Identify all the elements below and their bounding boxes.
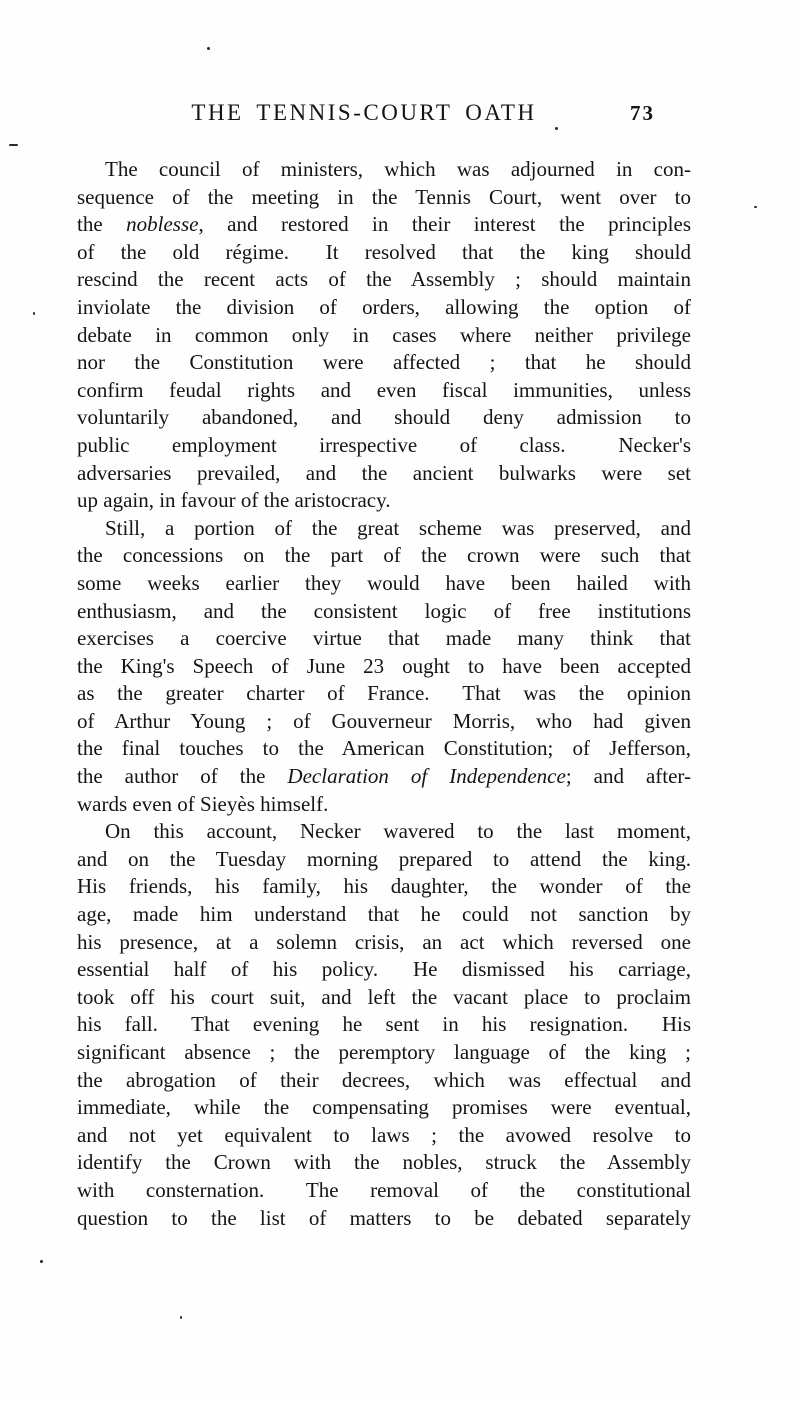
text-line: the King's Speech of June 23 ought to have been accepted <box>77 653 691 678</box>
text-line: exercises a coercive virtue that made many think that <box>77 626 691 651</box>
page-number: 73 <box>630 101 655 125</box>
text-line: confirm feudal rights and even fiscal immunities, unless <box>77 377 691 402</box>
text-line: nor the Constitution were affected ; that he should <box>77 350 691 375</box>
text-line: voluntarily abandoned, and should deny admission to <box>77 405 691 430</box>
paragraph <box>77 156 691 515</box>
scan-speck <box>180 1316 182 1319</box>
running-title: THE TENNIS-COURT OATH <box>191 100 537 125</box>
text-line: the abrogation of their decrees, which was effectual and <box>77 1067 691 1092</box>
text-line: enthusiasm, and the consistent logic of free institutions <box>77 598 691 623</box>
paragraph <box>77 515 691 819</box>
paragraph <box>77 818 691 1232</box>
scan-speck <box>9 144 18 146</box>
text-line: of Arthur Young ; of Gouverneur Morris, who had given <box>77 708 691 733</box>
text-line: some weeks earlier they would have been hailed with <box>77 570 691 595</box>
scan-speck <box>555 127 558 130</box>
page-header <box>77 100 691 126</box>
text-line: wards even of Sieyès himself. <box>77 791 329 816</box>
text-line: essential half of his policy. He dismissed his carriage, <box>77 957 691 982</box>
text-line: inviolate the division of orders, allowing the option of <box>77 294 691 319</box>
text-line: sequence of the meeting in the Tennis Court, went over to <box>77 184 691 209</box>
text-line: His friends, his family, his daughter, the wonder of the <box>77 874 691 899</box>
text-line: took off his court suit, and left the vacant place to proclaim <box>77 984 691 1009</box>
text-line: of the old régime. It resolved that the king should <box>77 239 691 264</box>
text-line: significant absence ; the peremptory language of the king ; <box>77 1040 691 1064</box>
text-line: and not yet equivalent to laws ; the avowed resolve to <box>77 1122 691 1147</box>
text-line: Still, a portion of the great scheme was preserved, and <box>105 515 691 540</box>
text-line: public employment irrespective of class. Necker's <box>77 432 691 457</box>
scan-speck <box>33 312 35 315</box>
text-line: age, made him understand that he could not sanction by <box>77 902 691 927</box>
text-line: as the greater charter of France. That was the opinion <box>77 681 691 706</box>
text-line: his fall. That evening he sent in his resignation. His <box>77 1012 691 1037</box>
text-line: identify the Crown with the nobles, struck the Assembly <box>77 1150 691 1175</box>
text-line: and on the Tuesday morning prepared to attend the king. <box>77 846 691 871</box>
text-line: his presence, at a solemn crisis, an act which reversed one <box>77 929 691 954</box>
text-line: On this account, Necker wavered to the last moment, <box>105 819 691 844</box>
scan-speck <box>754 206 757 208</box>
scan-speck <box>40 1260 43 1263</box>
text-line: the author of the Declaration of Independence; and after- <box>77 764 691 789</box>
text-line: up again, in favour of the aristocracy. <box>77 488 391 513</box>
text-line: with consternation. The removal of the constitutional <box>77 1177 691 1202</box>
text-line: the final touches to the American Constitution; of Jefferson, <box>77 736 691 761</box>
text-line: the concessions on the part of the crown were such that <box>77 543 691 568</box>
text-line: debate in common only in cases where neither privilege <box>77 322 691 347</box>
text-line: the noblesse, and restored in their interest the principles <box>77 212 691 237</box>
text-line: adversaries prevailed, and the ancient bulwarks were set <box>77 460 691 485</box>
text-line: question to the list of matters to be debated separately <box>77 1205 691 1230</box>
scan-speck <box>207 47 210 50</box>
page-body <box>77 156 691 1232</box>
text-line: The council of ministers, which was adjourned in con- <box>105 157 691 181</box>
text-line: immediate, while the compensating promises were eventual, <box>77 1095 691 1120</box>
text-line: rescind the recent acts of the Assembly ; should maintain <box>77 267 691 292</box>
